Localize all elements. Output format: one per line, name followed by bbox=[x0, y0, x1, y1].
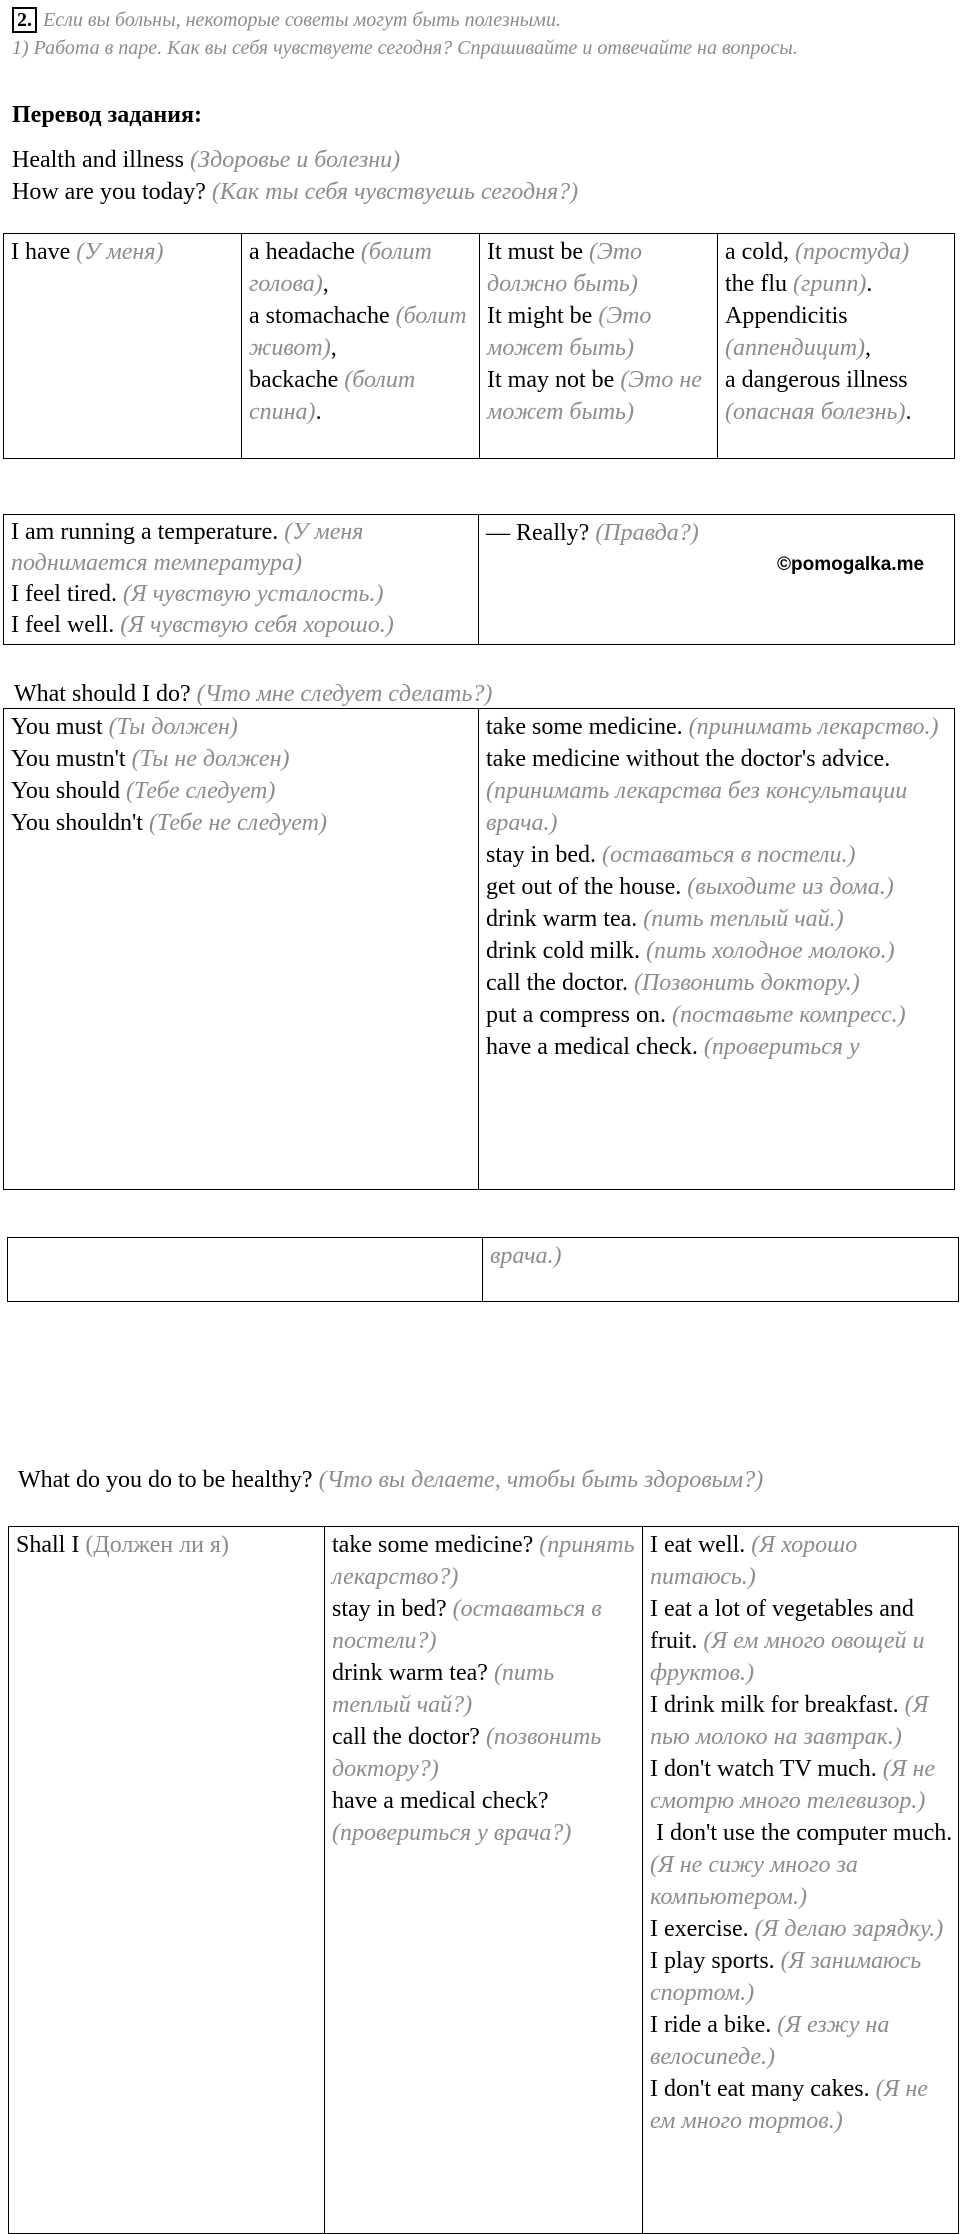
list-item: I don't watch TV much. (Я не смотрю много телевизор.) bbox=[650, 1756, 936, 1814]
table-cell bbox=[479, 515, 955, 645]
table-cell bbox=[480, 234, 718, 459]
task-number: 2. bbox=[12, 7, 37, 33]
list-item: It might be (Это может быть) bbox=[487, 303, 652, 361]
continuation-text: врача.) bbox=[490, 1243, 562, 1269]
list-item: take some medicine. (принимать лекарство.) bbox=[486, 714, 939, 740]
list-item: drink warm tea. (пить теплый чай.) bbox=[486, 906, 844, 932]
table-cell bbox=[479, 709, 955, 1190]
list-item: the flu (грипп). bbox=[725, 271, 873, 297]
list-item: a dangerous illness (опасная болезнь). bbox=[725, 367, 912, 425]
list-item: I am running a temperature. (У меня поднимается температура) bbox=[11, 519, 364, 576]
list-item: I eat a lot of vegetables and fruit. (Я ем много овощей и фруктов.) bbox=[650, 1596, 925, 1686]
list-item: drink cold milk. (пить холодное молоко.) bbox=[486, 938, 895, 964]
list-item: call the doctor? (позвонить доктору?) bbox=[332, 1724, 602, 1782]
advice-table bbox=[3, 708, 955, 1190]
intro-ru: (Как ты себя чувствуешь сегодня?) bbox=[211, 179, 579, 205]
list-item: a headache (болит голова), bbox=[249, 239, 432, 297]
illness-table bbox=[3, 233, 955, 459]
intro-line bbox=[12, 144, 400, 176]
list-item: get out of the house. (выходите из дома.) bbox=[486, 874, 894, 900]
task-instructions bbox=[12, 6, 912, 62]
list-item: I eat well. (Я хорошо питаюсь.) bbox=[650, 1532, 858, 1590]
list-item: It may not be (Это не может быть) bbox=[487, 367, 702, 425]
list-item: I feel tired. (Я чувствую усталость.) bbox=[11, 581, 384, 607]
list-item: have a medical check. (провериться у bbox=[486, 1034, 860, 1060]
translation-heading: Перевод задания: bbox=[12, 102, 202, 128]
list-item: a cold, (простуда) bbox=[725, 239, 910, 265]
phrase-ru: (У меня) bbox=[76, 239, 164, 265]
list-item: You mustn't (Ты не должен) bbox=[11, 746, 290, 772]
list-item: I drink milk for breakfast. (Я пью молоко на завтрак.) bbox=[650, 1692, 929, 1750]
list-item: I ride a bike. (Я езжу на велосипеде.) bbox=[650, 2012, 890, 2070]
list-item: You shouldn't (Тебе не следует) bbox=[11, 810, 327, 836]
list-item: I don't eat many cakes. (Я не ем много тортов.) bbox=[650, 2076, 928, 2134]
table-cell bbox=[4, 234, 242, 459]
table-cell bbox=[4, 709, 479, 1190]
list-item: You should (Тебе следует) bbox=[11, 778, 276, 804]
intro-en: Health and illness bbox=[12, 147, 184, 173]
question-line: What do you do to be healthy? (Что вы делаете, чтобы быть здоровым?) bbox=[18, 1467, 764, 1493]
task-line-2: 1) Работа в паре. Как вы себя чувствуете сегодня? Спрашивайте и отвечайте на вопросы. bbox=[12, 37, 798, 59]
list-item: backache (болит спина). bbox=[249, 367, 416, 425]
intro-en: How are you today? bbox=[12, 179, 206, 205]
table-cell bbox=[4, 515, 479, 645]
list-item: stay in bed. (оставаться в постели.) bbox=[486, 842, 856, 868]
list-item: I don't use the computer much. (Я не сижу много за компьютером.) bbox=[650, 1820, 953, 1910]
list-item: stay in bed? (оставаться в постели?) bbox=[332, 1596, 602, 1654]
list-item: — Really? (Правда?) bbox=[486, 520, 699, 546]
list-item: It must be (Это должно быть) bbox=[487, 239, 643, 297]
table-cell: Shall I (Должен ли я) bbox=[9, 1527, 325, 2234]
list-item: I play sports. (Я занимаюсь спортом.) bbox=[650, 1948, 922, 2006]
symptom-table bbox=[3, 514, 955, 645]
list-item: take some medicine? (принять лекарство?) bbox=[332, 1532, 635, 1590]
list-item: put a compress on. (поставьте компресс.) bbox=[486, 1002, 906, 1028]
watermark: ©pomogalka.me bbox=[777, 554, 925, 575]
list-item: I exercise. (Я делаю зарядку.) bbox=[650, 1916, 944, 1942]
table-cell bbox=[718, 234, 955, 459]
intro-ru: (Здоровье и болезни) bbox=[189, 147, 401, 173]
list-item: I feel well. (Я чувствую себя хорошо.) bbox=[11, 612, 394, 638]
list-item: Appendicitis (аппендицит), bbox=[725, 303, 872, 361]
phrase-en: I have bbox=[11, 239, 71, 265]
table-cell bbox=[643, 1527, 959, 2234]
list-item: a stomachache (болит живот), bbox=[249, 303, 467, 361]
intro-line bbox=[12, 176, 578, 208]
table-cell bbox=[8, 1238, 483, 1302]
list-item: You must (Ты должен) bbox=[11, 714, 238, 740]
healthy-table bbox=[8, 1526, 959, 2234]
list-item: call the doctor. (Позвонить доктору.) bbox=[486, 970, 860, 996]
continuation-table bbox=[7, 1237, 959, 1302]
list-item: have a medical check? (провериться у врача?) bbox=[332, 1788, 572, 1846]
list-item: take medicine without the doctor's advice. (принимать лекарства без консультации врача.) bbox=[486, 746, 908, 836]
table-cell bbox=[483, 1238, 959, 1302]
question-line: What should I do? (Что мне следует сделать?) bbox=[14, 681, 493, 707]
task-line-1: Если вы больны, некоторые советы могут быть полезными. bbox=[43, 9, 561, 31]
table-cell bbox=[325, 1527, 643, 2234]
list-item: drink warm tea? (пить теплый чай?) bbox=[332, 1660, 555, 1718]
table-cell bbox=[242, 234, 480, 459]
